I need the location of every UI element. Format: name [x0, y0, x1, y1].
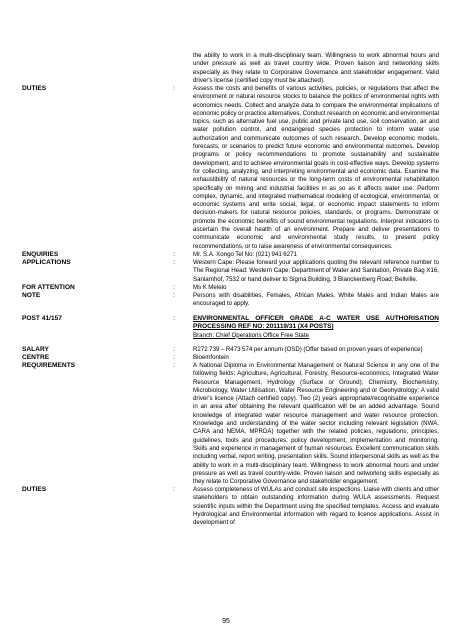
- requirements-text: A National Diploma in Environmental Management or Natural Science in any one of the following fields; Agriculture, Agricultural, Forestry, Resource-economics, Integrated Water Resource Management, Hydrology (Surface or Ground); Chemistry, Biochemistry, Microbiology, Water Utilisation, Water Resource Engineering and or Geohydrology; A valid driver's licence (Attach certified copy). Two (2) years appropriate/recognisable experience in an area after obtaining the relevant qualification will be an added advantage. Sound knowledge of integrated water resource management and water resource protection. Knowledge and understanding of the water sector including relevant legislation (NWA, CARA and NEMA, MPRDA) together with the related policies, regulations, principles, guidelines, tools and procedures; policy development, implementation and monitoring. Skills and experience in management of human resources. Excellent communication skills including verbal, report writing, presentation skills. Sound interpersonal skills as well as the ability to work in a multi-disciplinary team. Willingness to work abnormal hours and under pressure as well as travel country-wide. Proven liaison and networking skills especially as they relate to Corporative Governance and stakeholder engagement.: [193, 362, 439, 486]
- note-text: Persons with disabilities, Females, African Males, White Males and Indian Males are encouraged to apply.: [193, 292, 439, 308]
- requirements-label: REQUIREMENTS: [22, 362, 76, 369]
- note-label: NOTE: [22, 292, 41, 299]
- post-label: POST 41/157: [22, 315, 62, 322]
- post-title-text: ENVIRONMENTAL OFFICER GRADE A-C WATER USE AUTHORISATION PROCESSING REF NO: 201119/31 (X4 POSTS): [193, 315, 439, 331]
- enquiries-colon: :: [173, 251, 175, 258]
- duties2-label: DUTIES: [22, 486, 47, 493]
- enquiries-text: Mr. S.A. Xongo Tel No: (021) 941 6271: [193, 251, 297, 258]
- attention-label: FOR ATTENTION: [22, 284, 75, 291]
- applications-colon: :: [173, 259, 175, 266]
- centre-text: Bloemfontein: [193, 354, 229, 361]
- salary-label: SALARY: [22, 346, 49, 353]
- applications-label: APPLICATIONS: [22, 259, 71, 266]
- applications-text: Western Cape: Please forward your applications quoting the relevant reference number to The Regional Head: Western Cape, Department of Water and Sanitation, Private Bag X16, Sanlamhof, 7532 or hand deliver to Sigma Building, 3 Blanckenberg Road, Bellville.: [193, 259, 439, 283]
- salary-colon: :: [173, 346, 175, 353]
- duties-label: DUTIES: [22, 85, 47, 92]
- enquiries-label: ENQUIRIES: [22, 251, 59, 258]
- duties2-text: Assess completeness of WULAs and conduct site inspections. Liaise with clients and other stakeholders to obtain outstanding information during WULA assessments. Request scientific inputs within the Department using the specified templates. Access and evaluate Hydrological and Environmental information with regard to licence applications. Assist in development of: [193, 486, 439, 527]
- duties-text: Assess the costs and benefits of various activities, policies, or regulations that affect the environment or natural resource stocks to balance the politics of environmental rights with economics needs. Collect and analyze data to compare the environmental implications of economic policy or practice alternatives. Conduct research on economic and environmental topics, such as alternative fuel use, public and private land use, soil conservation, air and water pollution control, and endangered species protection to inform water use authorization and communicate outcomes of such research. Develop economic models, forecasts, or scenarios to predict future economic and environmental outcomes. Develop programs or policy recommendations to promote sustainability and sustainable development, and to achieve environmental goals in cost-effective ways. Develop systems for collecting, analyzing, and interpreting environmental and economic data. Examine the exhaustibility of natural resources or the long-term costs of environmental rehabilitation specifically on mining and industrial facilities in as so as it affects water use. Perform complex, dynamic, and integrated mathematical modeling of ecological, environmental, or economic systems and write social, legal, or economic impact statements to inform decision-makers for natural resource policies, standards, or programs. Demonstrate or promote the economic benefits of sound environmental regulations. Interpret indicators to ascertain the overall health of an environment. Prepare and deliver presentations to communicate economic and environmental study results, to present policy recommendations, or to raise awareness of environmental consequences.: [193, 85, 439, 250]
- centre-colon: :: [173, 354, 175, 361]
- duties2-colon: :: [173, 486, 175, 493]
- attention-colon: :: [173, 284, 175, 291]
- attention-text: Ms K Melelo: [193, 284, 227, 291]
- post-colon: :: [173, 315, 175, 322]
- requirements-colon: :: [173, 362, 175, 369]
- intro-text: the ability to work in a multi-disciplinary team. Willingness to work abnormal hours and under pressure as well as travel country wide. Proven liaison and networking skills especially as they relate to Corporative Governance and stakeholder engagement. Valid driver's license (certified copy must be attached).: [193, 52, 439, 84]
- post-branch: Branch: Chief Operations Office Free State: [193, 331, 309, 339]
- duties-colon: :: [173, 85, 175, 92]
- salary-text: R272 739 – R473 574 per annum (OSD) (Offer based on proven years of experience): [193, 346, 423, 353]
- post-title: [193, 315, 439, 340]
- note-colon: :: [173, 292, 175, 299]
- centre-label: CENTRE: [22, 354, 50, 361]
- page-number: 95: [222, 618, 230, 625]
